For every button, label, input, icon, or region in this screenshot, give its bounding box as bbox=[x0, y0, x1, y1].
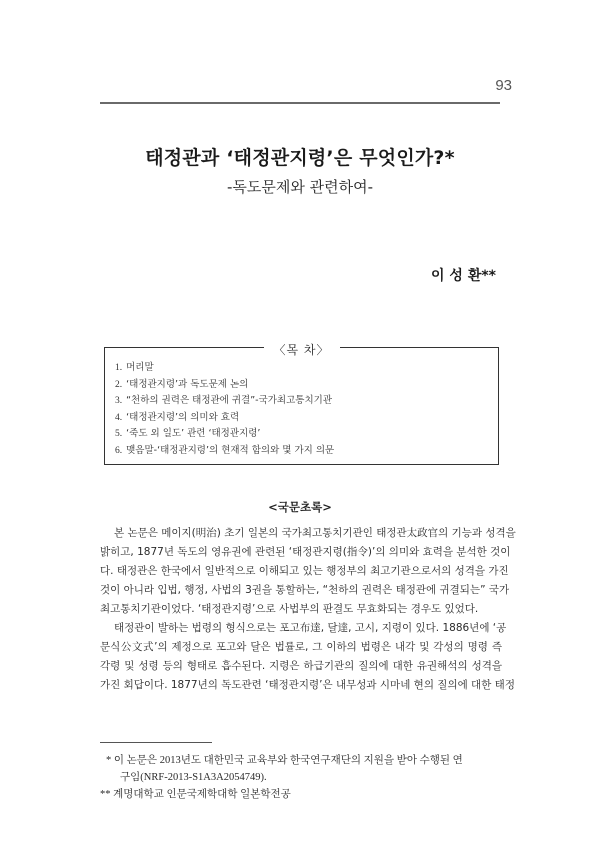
abstract-body bbox=[100, 524, 516, 695]
toc-item-number: 4. bbox=[115, 412, 123, 423]
abstract-line: 각령 및 성령 등의 형태로 흡수된다. 지령은 하급기관의 질의에 대한 유권해석의 성격을 bbox=[100, 660, 502, 672]
toc-item-text: ‘죽도 외 일도’ 관련 ‘태정관지령’ bbox=[126, 428, 261, 439]
toc-heading: 〈목 차〉 bbox=[264, 343, 340, 357]
toc-item-number: 3. bbox=[115, 396, 123, 406]
abstract-line: 다. 태정관은 한국에서 일반적으로 이해되고 있는 행정부의 최고기관으로서의 성격을 가진 bbox=[100, 565, 509, 577]
footnote-marker: ** bbox=[100, 789, 111, 800]
abstract-line: 문식公文式’의 제정으로 포고와 달은 법률로, 그 이하의 법령은 내각 및 각성의 명령 즉 bbox=[100, 641, 502, 653]
toc-item-number: 6. bbox=[115, 445, 123, 456]
toc-item bbox=[115, 426, 334, 443]
paper-subtitle: -독도문제와 관련하여- bbox=[226, 178, 373, 196]
toc-item-text: 맺음말-‘태정관지령’의 현재적 함의와 몇 가지 의문 bbox=[126, 444, 335, 456]
paper-title: 태정관과 ‘태정관지령’은 무엇인가?* bbox=[145, 147, 455, 169]
header-rule bbox=[100, 102, 500, 104]
footnote-rule bbox=[100, 742, 212, 743]
toc-list bbox=[115, 360, 334, 459]
toc-item bbox=[115, 360, 334, 377]
abstract-line: 최고통치기관이었다. ‘태정관지령’으로 사법부의 판결도 무효화되는 경우도 있었다. bbox=[100, 603, 479, 615]
toc-item-number: 1. bbox=[115, 363, 123, 373]
toc-item bbox=[115, 410, 334, 427]
footnote-text: 계명대학교 인문국제학대학 일본학전공 bbox=[113, 789, 291, 800]
page-number: 93 bbox=[495, 77, 512, 94]
toc-item bbox=[115, 443, 334, 460]
abstract-line: 것이 아니라 입법, 행정, 사법의 3권을 통할하는, “천하의 권력은 태정관에 귀결되는” 국가 bbox=[100, 584, 510, 596]
footnote bbox=[100, 786, 502, 803]
footnote bbox=[100, 752, 502, 769]
abstract-line: 본 논문은 메이지(明治) 초기 일본의 국가최고통치기관인 태정관太政官의 기능과 성격을 bbox=[114, 527, 516, 539]
toc-item-number: 2. bbox=[115, 379, 123, 390]
abstract-line: 가진 회답이다. 1877년의 독도관련 ‘태정관지령’은 내무성과 시마네 현의 질의에 대한 태정 bbox=[100, 679, 515, 691]
abstract-title: <국문초록> bbox=[268, 500, 332, 514]
toc-item-text: “천하의 권력은 태정관에 귀결”-국가최고통치기관 bbox=[126, 395, 332, 406]
table-of-contents bbox=[104, 343, 499, 465]
footnotes bbox=[100, 752, 502, 803]
toc-item-text: ‘태정관지령’의 의미와 효력 bbox=[126, 411, 240, 423]
toc-item bbox=[115, 393, 334, 410]
toc-item bbox=[115, 377, 334, 394]
footnote-continuation: 구임(NRF-2013-S1A3A2054749). bbox=[120, 772, 267, 783]
toc-item-text: ‘태정관지령’과 독도문제 논의 bbox=[126, 378, 249, 390]
toc-item-number: 5. bbox=[115, 429, 123, 439]
author-name: 이 성 환** bbox=[431, 268, 496, 284]
footnote-text: 이 논문은 2013년도 대한민국 교육부와 한국연구재단의 지원을 받아 수행된 연 bbox=[113, 755, 463, 766]
footnote-marker: * bbox=[106, 755, 112, 766]
toc-item-text: 머리말 bbox=[126, 362, 154, 373]
abstract-line: 태정관이 발하는 법령의 형식으로는 포고布達, 달達, 고시, 지령이 있다. 1886년에 ‘공 bbox=[114, 622, 507, 634]
abstract-line: 밝히고, 1877년 독도의 영유권에 관련된 ‘태정관지령(指令)’의 의미와 효력을 분석한 것이 bbox=[100, 546, 511, 558]
